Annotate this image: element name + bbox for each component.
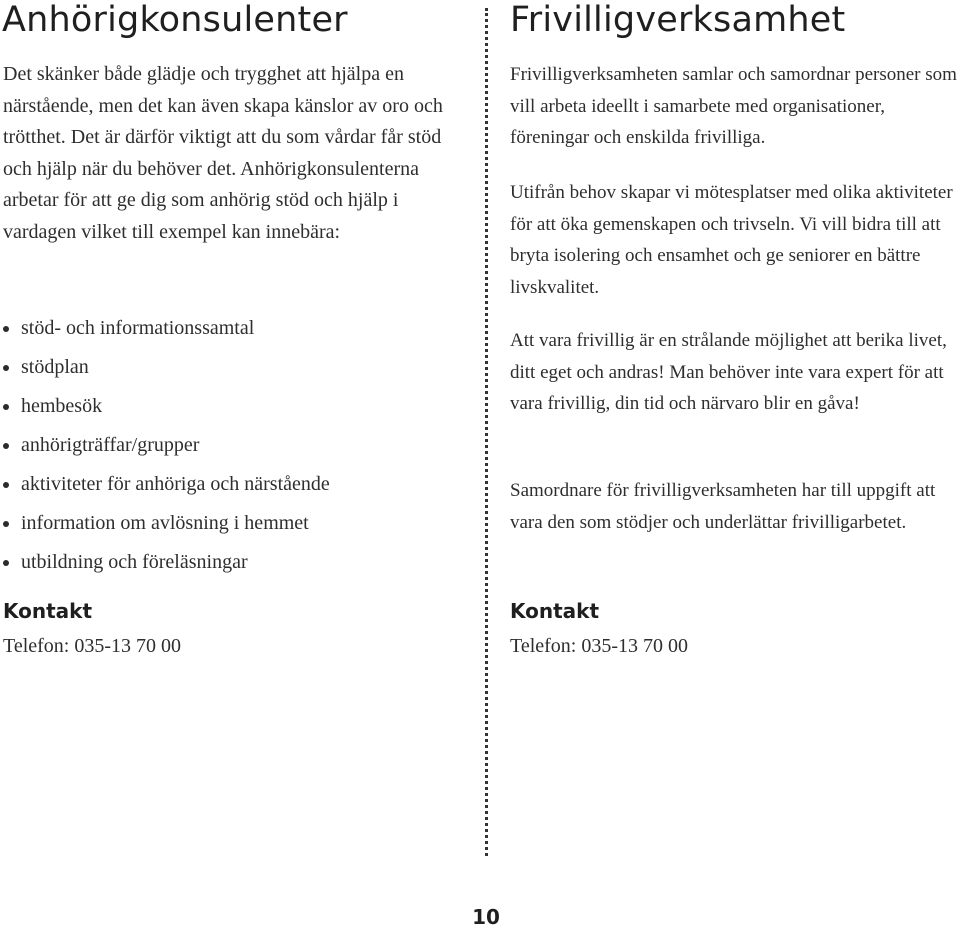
bullet-icon xyxy=(3,482,9,488)
bullet-icon xyxy=(3,521,9,527)
list-item: aktiviteter för anhöriga och närstående xyxy=(0,465,330,504)
list-item: hembesök xyxy=(0,387,330,426)
bullet-icon xyxy=(3,365,9,371)
right-paragraph-2: Utifrån behov skapar vi mötesplatser med olika aktiviteter för att öka gemenskapen och trivseln. Vi vill bidra till att bryta isolering och ensamhet och ge seniorer en bättre livskvalitet. xyxy=(510,182,953,298)
left-contact-phone: Telefon: 035-13 70 00 xyxy=(3,635,182,657)
list-item: anhörigträffar/grupper xyxy=(0,426,330,465)
list-item: stöd- och informationssamtal xyxy=(0,309,330,348)
support-list xyxy=(0,309,330,582)
right-contact-heading: Kontakt xyxy=(510,599,600,623)
column-divider xyxy=(485,8,488,856)
right-paragraph-1: Frivilligverksamheten samlar och samordnar personer som vill arbeta ideellt i samarbete med organisationer, föreningar och enskilda frivilliga. xyxy=(510,64,957,148)
list-item: utbildning och föreläsningar xyxy=(0,543,330,582)
right-contact-phone: Telefon: 035-13 70 00 xyxy=(510,635,689,657)
right-paragraph-3: Att vara frivillig är en strålande möjlighet att berika livet, ditt eget och andras! Man behöver inte vara expert för att vara frivillig, din tid och närvaro blir en gåva! xyxy=(510,330,947,414)
bullet-icon xyxy=(3,443,9,449)
bullet-icon xyxy=(3,326,9,332)
page-number: 10 xyxy=(472,905,500,929)
left-heading: Anhörigkonsulenter xyxy=(2,0,348,40)
bullet-icon xyxy=(3,404,9,410)
bullet-icon xyxy=(3,560,9,566)
right-paragraph-4: Samordnare för frivilligverksamheten har till uppgift att vara den som stödjer och underlättar frivilligarbetet. xyxy=(510,480,936,533)
right-heading: Frivilligverksamhet xyxy=(510,0,846,40)
list-item: information om avlösning i hemmet xyxy=(0,504,330,543)
left-intro-paragraph: Det skänker både glädje och trygghet att hjälpa en närstående, men det kan även skapa känslor av oro och trötthet. Det är därför viktigt att du som vårdar får stöd och hjälp när du behöver det. Anhörigkonsulenterna arbetar för att ge dig som anhörig stöd och hjälp i vardagen vilket till exempel kan innebära: xyxy=(3,63,443,243)
list-item: stödplan xyxy=(0,348,330,387)
left-contact-heading: Kontakt xyxy=(3,599,93,623)
